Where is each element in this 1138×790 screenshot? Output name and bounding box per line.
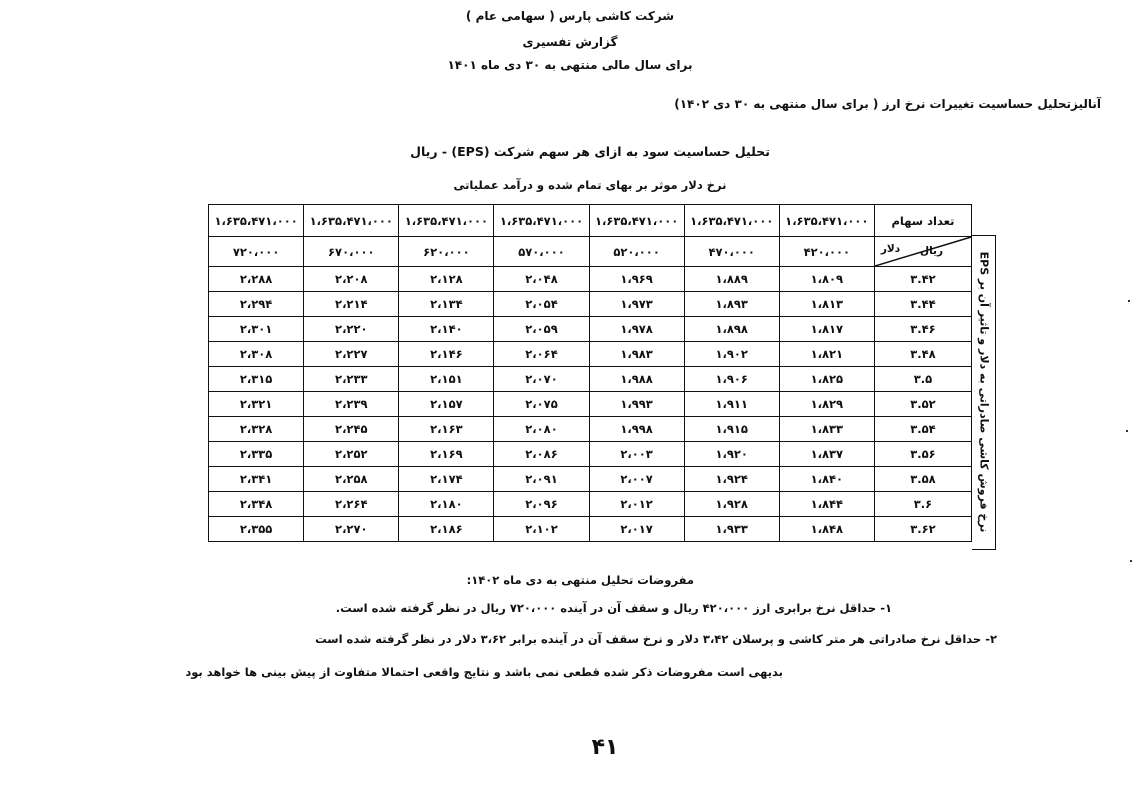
corner-header-cell bbox=[874, 237, 971, 267]
eps-row bbox=[209, 442, 972, 467]
eps-row bbox=[209, 317, 972, 342]
eps-value: ۱،۸۳۷ bbox=[779, 442, 874, 467]
eps-value: ۱،۹۰۲ bbox=[684, 342, 779, 367]
eps-value: ۲،۱۰۲ bbox=[494, 517, 589, 542]
eps-value: ۲،۰۹۱ bbox=[494, 467, 589, 492]
report-title: گزارش تفسیری bbox=[522, 35, 618, 49]
eps-value: ۲،۳۴۱ bbox=[209, 467, 304, 492]
shares-value: ۱،۶۳۵،۴۷۱،۰۰۰ bbox=[684, 205, 779, 237]
dollar-rate: ۳.۵ bbox=[874, 367, 971, 392]
shares-value: ۱،۶۳۵،۴۷۱،۰۰۰ bbox=[589, 205, 684, 237]
assumption-item: ۲- حداقل نرخ صادراتی هر متر کاشی و پرسلان ۳،۴۲ دلار و نرخ سقف آن در آینده برابر ۳،۶۲ دلار در نظر گرفته شده است bbox=[315, 632, 997, 646]
eps-value: ۲،۰۷۰ bbox=[494, 367, 589, 392]
eps-value: ۱،۹۳۳ bbox=[684, 517, 779, 542]
dollar-rate: ۳.۵۸ bbox=[874, 467, 971, 492]
eps-value: ۱،۹۸۸ bbox=[589, 367, 684, 392]
eps-value: ۱،۹۹۸ bbox=[589, 417, 684, 442]
rial-rate: ۵۲۰،۰۰۰ bbox=[589, 237, 684, 267]
eps-value: ۲،۲۶۴ bbox=[304, 492, 399, 517]
table-subtitle: نرخ دلار موثر بر بهای تمام شده و درآمد عملیاتی bbox=[453, 178, 727, 192]
eps-value: ۲،۱۶۹ bbox=[399, 442, 494, 467]
eps-value: ۲،۲۹۴ bbox=[209, 292, 304, 317]
shares-label: تعداد سهام bbox=[874, 205, 971, 237]
table-title: تحلیل حساسیت سود به ازای هر سهم شرکت (EPS) - ریال bbox=[410, 144, 770, 159]
eps-value: ۱،۹۷۸ bbox=[589, 317, 684, 342]
eps-value: ۲،۰۷۵ bbox=[494, 392, 589, 417]
eps-value: ۲،۲۵۲ bbox=[304, 442, 399, 467]
eps-value: ۲،۰۴۸ bbox=[494, 267, 589, 292]
eps-value: ۲،۲۵۸ bbox=[304, 467, 399, 492]
eps-row bbox=[209, 267, 972, 292]
eps-value: ۱،۸۴۰ bbox=[779, 467, 874, 492]
eps-value: ۲،۳۰۱ bbox=[209, 317, 304, 342]
eps-row bbox=[209, 367, 972, 392]
eps-value: ۱،۹۰۶ bbox=[684, 367, 779, 392]
eps-value: ۲،۳۱۵ bbox=[209, 367, 304, 392]
eps-value: ۲،۰۹۶ bbox=[494, 492, 589, 517]
eps-value: ۲،۰۶۴ bbox=[494, 342, 589, 367]
eps-value: ۱،۹۶۹ bbox=[589, 267, 684, 292]
dollar-rate: ۳.۶ bbox=[874, 492, 971, 517]
eps-value: ۱،۹۷۳ bbox=[589, 292, 684, 317]
eps-value: ۲،۰۵۴ bbox=[494, 292, 589, 317]
eps-value: ۲،۱۵۱ bbox=[399, 367, 494, 392]
eps-value: ۱،۸۲۹ bbox=[779, 392, 874, 417]
eps-value: ۲،۲۳۳ bbox=[304, 367, 399, 392]
eps-value: ۲،۱۵۷ bbox=[399, 392, 494, 417]
eps-value: ۲،۱۸۰ bbox=[399, 492, 494, 517]
eps-value: ۲،۰۱۲ bbox=[589, 492, 684, 517]
eps-value: ۲،۳۲۸ bbox=[209, 417, 304, 442]
eps-value: ۲،۱۶۳ bbox=[399, 417, 494, 442]
eps-value: ۱،۸۹۸ bbox=[684, 317, 779, 342]
scan-speck bbox=[1130, 560, 1132, 562]
eps-value: ۲،۱۷۴ bbox=[399, 467, 494, 492]
eps-value: ۲،۰۰۷ bbox=[589, 467, 684, 492]
eps-value: ۲،۲۰۸ bbox=[304, 267, 399, 292]
dollar-rate: ۳.۴۸ bbox=[874, 342, 971, 367]
eps-value: ۲،۱۴۰ bbox=[399, 317, 494, 342]
company-name: شرکت کاشی پارس ( سهامی عام ) bbox=[465, 9, 675, 23]
shares-value: ۱،۶۳۵،۴۷۱،۰۰۰ bbox=[209, 205, 304, 237]
dollar-rate: ۳.۶۲ bbox=[874, 517, 971, 542]
eps-value: ۲،۲۲۰ bbox=[304, 317, 399, 342]
dollar-rate: ۳.۵۶ bbox=[874, 442, 971, 467]
page-number: ۴۱ bbox=[591, 735, 619, 760]
eps-row bbox=[209, 517, 972, 542]
eps-value: ۲،۲۴۵ bbox=[304, 417, 399, 442]
assumption-item: ۱- حداقل نرخ برابری ارز ۴۲۰،۰۰۰ ریال و سقف آن در آینده ۷۲۰،۰۰۰ ریال در نظر گرفته شده است. bbox=[335, 601, 892, 615]
eps-value: ۱،۸۲۵ bbox=[779, 367, 874, 392]
eps-value: ۱،۹۱۵ bbox=[684, 417, 779, 442]
eps-row bbox=[209, 392, 972, 417]
corner-dollar-label: دلار bbox=[880, 243, 901, 255]
eps-row bbox=[209, 467, 972, 492]
eps-value: ۱،۹۱۱ bbox=[684, 392, 779, 417]
eps-value: ۱،۸۹۳ bbox=[684, 292, 779, 317]
side-axis-label: نرخ فروش کاشی صادراتی به دلار و تاثیر آن بر EPS bbox=[977, 251, 991, 533]
eps-value: ۱،۹۲۰ bbox=[684, 442, 779, 467]
eps-value: ۲،۳۲۱ bbox=[209, 392, 304, 417]
eps-value: ۱،۸۴۴ bbox=[779, 492, 874, 517]
rial-rate-row bbox=[209, 237, 972, 267]
report-period: برای سال مالی منتهی به ۳۰ دی ماه ۱۴۰۱ bbox=[447, 58, 693, 72]
eps-value: ۱،۸۰۹ bbox=[779, 267, 874, 292]
assumptions-title: مفروضات تحلیل منتهی به دی ماه ۱۴۰۲: bbox=[466, 573, 694, 587]
eps-value: ۱،۸۴۸ bbox=[779, 517, 874, 542]
disclaimer: بدیهی است مفروضات ذکر شده قطعی نمی باشد و نتایج واقعی احتمالا متفاوت از پیش بینی ها خواهد بود bbox=[185, 665, 783, 679]
dollar-rate: ۳.۴۶ bbox=[874, 317, 971, 342]
dollar-rate: ۳.۵۴ bbox=[874, 417, 971, 442]
eps-row bbox=[209, 492, 972, 517]
eps-value: ۱،۸۱۳ bbox=[779, 292, 874, 317]
eps-value: ۲،۲۳۹ bbox=[304, 392, 399, 417]
dollar-rate: ۳.۵۲ bbox=[874, 392, 971, 417]
section-heading: آنالیزتحلیل حساسیت تغییرات نرخ ارز ( برای سال منتهی به ۳۰ دی ۱۴۰۲) bbox=[674, 97, 1101, 111]
eps-value: ۱،۸۳۳ bbox=[779, 417, 874, 442]
eps-value: ۲،۰۸۰ bbox=[494, 417, 589, 442]
shares-row bbox=[209, 205, 972, 237]
dollar-rate: ۳.۴۴ bbox=[874, 292, 971, 317]
eps-value: ۱،۸۱۷ bbox=[779, 317, 874, 342]
eps-value: ۲،۱۸۶ bbox=[399, 517, 494, 542]
shares-value: ۱،۶۳۵،۴۷۱،۰۰۰ bbox=[399, 205, 494, 237]
eps-sensitivity-table bbox=[208, 204, 972, 542]
eps-value: ۲،۳۴۸ bbox=[209, 492, 304, 517]
corner-rial-label: ریال bbox=[919, 245, 943, 257]
eps-value: ۲،۱۳۴ bbox=[399, 292, 494, 317]
eps-value: ۲،۰۱۷ bbox=[589, 517, 684, 542]
shares-value: ۱،۶۳۵،۴۷۱،۰۰۰ bbox=[779, 205, 874, 237]
eps-row bbox=[209, 292, 972, 317]
rial-rate: ۴۲۰،۰۰۰ bbox=[779, 237, 874, 267]
shares-value: ۱،۶۳۵،۴۷۱،۰۰۰ bbox=[304, 205, 399, 237]
rial-rate: ۶۷۰،۰۰۰ bbox=[304, 237, 399, 267]
eps-value: ۲،۲۲۷ bbox=[304, 342, 399, 367]
eps-value: ۱،۸۸۹ bbox=[684, 267, 779, 292]
eps-value: ۲،۳۰۸ bbox=[209, 342, 304, 367]
rial-rate: ۶۲۰،۰۰۰ bbox=[399, 237, 494, 267]
dollar-rate: ۳.۴۲ bbox=[874, 267, 971, 292]
eps-value: ۲،۳۳۵ bbox=[209, 442, 304, 467]
eps-value: ۱،۹۲۴ bbox=[684, 467, 779, 492]
eps-value: ۲،۱۴۶ bbox=[399, 342, 494, 367]
rial-rate: ۵۷۰،۰۰۰ bbox=[494, 237, 589, 267]
eps-value: ۱،۸۲۱ bbox=[779, 342, 874, 367]
rial-rate: ۴۷۰،۰۰۰ bbox=[684, 237, 779, 267]
eps-row bbox=[209, 342, 972, 367]
eps-value: ۲،۰۰۳ bbox=[589, 442, 684, 467]
eps-value: ۲،۲۸۸ bbox=[209, 267, 304, 292]
eps-value: ۲،۰۵۹ bbox=[494, 317, 589, 342]
eps-value: ۱،۹۹۳ bbox=[589, 392, 684, 417]
eps-value: ۲،۰۸۶ bbox=[494, 442, 589, 467]
eps-value: ۲،۲۷۰ bbox=[304, 517, 399, 542]
eps-value: ۲،۱۲۸ bbox=[399, 267, 494, 292]
shares-value: ۱،۶۳۵،۴۷۱،۰۰۰ bbox=[494, 205, 589, 237]
scan-speck bbox=[1128, 300, 1130, 302]
eps-row bbox=[209, 417, 972, 442]
eps-value: ۲،۲۱۴ bbox=[304, 292, 399, 317]
eps-value: ۱،۹۸۳ bbox=[589, 342, 684, 367]
scan-speck bbox=[1126, 430, 1128, 432]
eps-value: ۱،۹۲۸ bbox=[684, 492, 779, 517]
eps-value: ۲،۳۵۵ bbox=[209, 517, 304, 542]
rial-rate: ۷۲۰،۰۰۰ bbox=[209, 237, 304, 267]
